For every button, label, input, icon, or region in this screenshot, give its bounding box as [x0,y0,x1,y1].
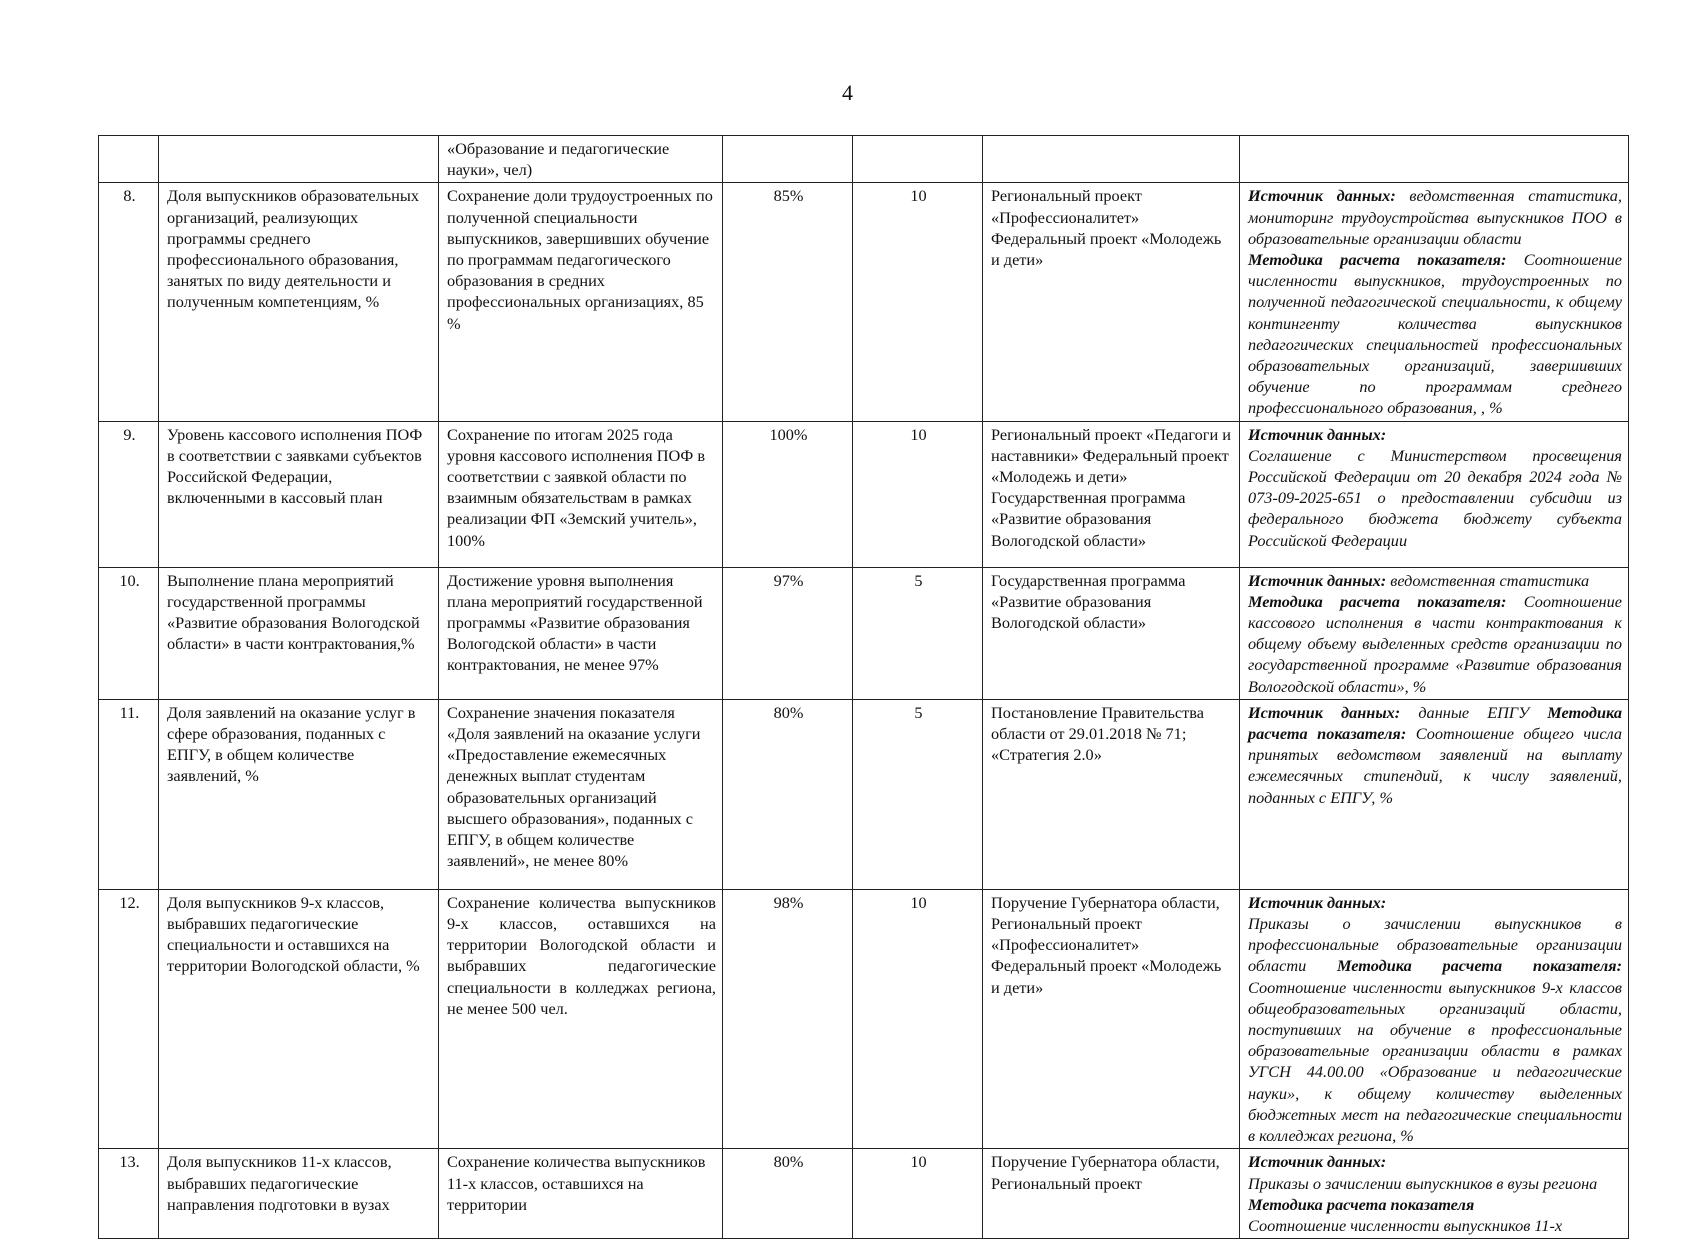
method-label: Методика расчета показателя: [1248,250,1507,270]
indicator-name: Доля выпускников образовательных организаций, реализующих программы среднего профессионального образования, занятых по виду деятельности и полученным компетенциям, % [159,183,439,421]
source-text: Приказы о зачислении выпускников в профессиональные образовательные организации области [1248,914,1622,976]
data-source-method [1240,183,1629,421]
indicator-name: Доля выпускников 9-х классов, выбравших педагогические специальности и оставшихся на территории Вологодской области, % [159,889,439,1148]
row-number: 8. [99,183,159,421]
basis-document: Поручение Губернатора области, Региональный проект [983,1149,1240,1239]
source-label: Источник данных: [1248,424,1387,444]
method-text: Соотношение численности выпускников, трудоустроенных по полученной педагогической специальности, к общему контингенту количества выпускников педагогических специальностей профессиональных образовательных организаций, завершивших обучение по программам среднего профессионального образования, , % [1248,250,1622,418]
source-text: ведомственная статистика [1386,570,1590,590]
source-text: данные ЕПГУ [1400,702,1548,722]
row-number: 13. [99,1149,159,1239]
source-label: Источник данных: [1248,570,1387,590]
target-value: 85% [723,183,853,421]
method-label: Методика расчета показателя: [1248,702,1622,744]
method-text: Соотношение численности выпускников 11-х [1248,1215,1563,1235]
data-source-method [1240,567,1629,699]
basis-document: Региональный проект «Профессионалитет» Федеральный проект «Молодежь и дети» [983,183,1240,421]
table-row [99,183,1629,421]
basis-document: Поручение Губернатора области, Региональный проект «Профессионалитет» Федеральный проект «Молодежь и дети» [983,889,1240,1148]
target-value: 98% [723,889,853,1148]
source-label: Источник данных: [1248,1152,1387,1172]
method-label: Методика расчета показателя: [1248,591,1507,611]
indicator-name: Выполнение плана мероприятий государственной программы «Развитие образования Вологодской области» в части контрактования,% [159,567,439,699]
table-row-continuation [99,136,1629,183]
indicators-table [98,135,1629,1239]
data-source-method [1240,699,1629,889]
target-description: Достижение уровня выполнения плана мероприятий государственной программы «Развитие образования Вологодской области» в части контрактования, не менее 97% [439,567,723,699]
table-row [99,1149,1629,1239]
source-label: Источник данных: [1248,702,1401,722]
row-number: 10. [99,567,159,699]
target-description: Сохранение количества выпускников 11-х классов, оставшихся на территории [439,1149,723,1239]
indicator-weight: 5 [853,567,983,699]
source-label: Источник данных: [1248,186,1396,206]
basis-document: Региональный проект «Педагоги и наставники» Федеральный проект «Молодежь и дети» Государственная программа «Развитие образования Вологодской области» [983,421,1240,567]
table-row [99,699,1629,889]
source-text: ведомственная статистика, мониторинг трудоустройства выпускников ПОО в образовательные организации области [1248,186,1622,248]
target-value: 100% [723,421,853,567]
page-number: 4 [842,80,853,105]
source-text: Приказы о зачислении выпускников в вузы региона [1248,1173,1598,1193]
target-value: 80% [723,699,853,889]
target-description: Сохранение доли трудоустроенных по полученной специальности выпускников, завершивших обучение по программам педагогического образования в средних профессиональных организациях, 85 % [439,183,723,421]
table-row [99,567,1629,699]
source-text: Соглашение с Министерством просвещения Российской Федерации от 20 декабря 2024 года № 073-09-2025-651 о предоставлении субсидии из федерального бюджета бюджету субъекта Российской Федерации [1248,445,1622,550]
row-number: 9. [99,421,159,567]
cell-basis [983,136,1240,183]
basis-document: Государственная программа «Развитие образования Вологодской области» [983,567,1240,699]
target-value: 97% [723,567,853,699]
method-label: Методика расчета показателя: [1337,956,1622,976]
data-source-method [1240,421,1629,567]
row-number: 11. [99,699,159,889]
target-description: Сохранение значения показателя «Доля заявлений на оказание услуги «Предоставление ежемесячных денежных выплат студентам образовательных организаций высшего образования», поданных с ЕПГУ, в общем количестве заявлений», не менее 80% [439,699,723,889]
data-source-method [1240,889,1629,1148]
indicator-name: Доля выпускников 11-х классов, выбравших педагогические направления подготовки в вузах [159,1149,439,1239]
target-description: Сохранение по итогам 2025 года уровня кассового исполнения ПОФ в соответствии с заявкой области по взаимным обязательствам в рамках реализации ФП «Земский учитель», 100% [439,421,723,567]
indicator-weight: 10 [853,889,983,1148]
indicator-weight: 10 [853,1149,983,1239]
source-label: Источник данных: [1248,892,1387,912]
cell-weight [853,136,983,183]
indicator-name: Доля заявлений на оказание услуг в сфере образования, поданных с ЕПГУ, в общем количестве заявлений, % [159,699,439,889]
cell-value [723,136,853,183]
table-row [99,889,1629,1148]
method-text: Соотношение общего числа принятых ведомством заявлений на выплату ежемесячных стипендий, к числу заявлений, поданных с ЕПГУ, % [1248,724,1622,807]
method-label: Методика расчета показателя [1248,1194,1475,1214]
indicator-weight: 10 [853,421,983,567]
target-description: Сохранение количества выпускников 9-х классов, оставшихся на территории Вологодской области и выбравших педагогические специальности в колледжах региона, не менее 500 чел. [439,889,723,1148]
target-value: 80% [723,1149,853,1239]
indicator-weight: 5 [853,699,983,889]
cell-indicator [159,136,439,183]
cell-num [99,136,159,183]
cell-method [1240,136,1629,183]
table-row [99,421,1629,567]
method-text: Соотношение численности выпускников 9-х классов общеобразовательных организаций области, поступивших на обучение в профессиональные образовательные организации области в рамках УГСН 44.00.00 «Образование и педагогические науки», к общему количеству выделенных бюджетных мест на педагогические специальности в колледжах региона, % [1248,977,1622,1146]
indicator-name: Уровень кассового исполнения ПОФ в соответствии с заявками субъектов Российской Федерации, включенными в кассовый план [159,421,439,567]
method-text: Соотношение кассового исполнения в части контрактования к общему объему выделенных средств организации по государственной программе «Развитие образования Вологодской области», % [1248,591,1622,696]
indicator-weight: 10 [853,183,983,421]
basis-document: Постановление Правительства области от 29.01.2018 № 71; «Стратегия 2.0» [983,699,1240,889]
cell-target: «Образование и педагогические науки», чел) [439,136,723,183]
row-number: 12. [99,889,159,1148]
data-source-method [1240,1149,1629,1239]
